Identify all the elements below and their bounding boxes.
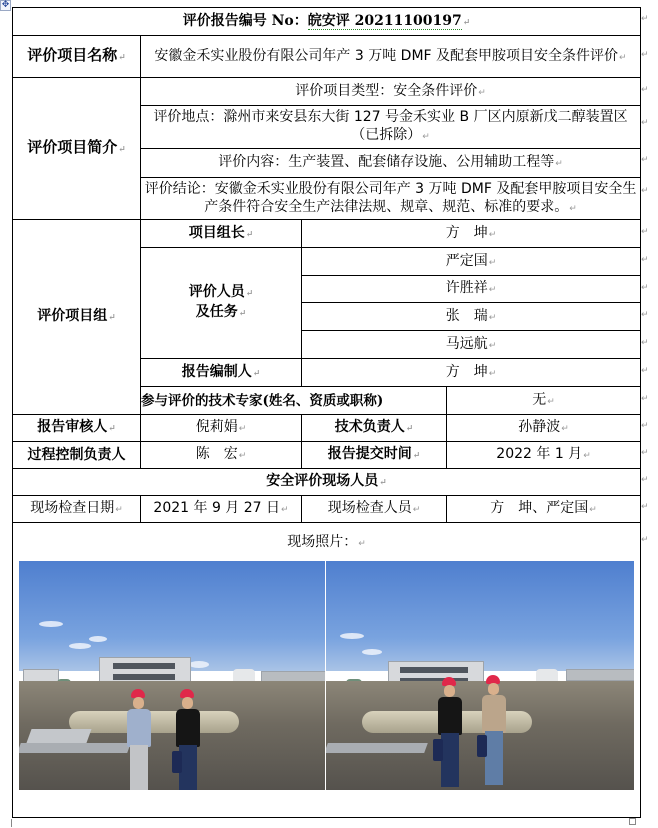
paragraph-mark-icon: ↵ [561, 424, 569, 434]
row-end-mark-icon: ↵ [641, 421, 649, 431]
row-end-mark-icon: ↵ [641, 366, 649, 376]
site-date-value: 2021 年 9 月 27 日 [153, 500, 281, 516]
paragraph-mark-icon: ↵ [488, 257, 497, 268]
site-photos-caption-text: 现场照片： [287, 534, 358, 550]
reviewer-label-cell [13, 415, 141, 442]
site-date-value-cell [141, 496, 302, 523]
report-writer-label-cell [141, 359, 302, 387]
team-label: 评价项目组 [37, 308, 108, 324]
tech-lead-value: 孙静波 [518, 419, 561, 435]
paragraph-mark-icon: ↵ [281, 505, 289, 515]
paragraph-mark-icon: ↵ [478, 87, 486, 98]
tech-lead-label: 技术负责人 [334, 419, 405, 435]
row-end-mark-icon: ↵ [641, 227, 649, 237]
table-resize-handle-icon[interactable] [629, 818, 636, 825]
team-members-label-line2: 及任务 [195, 304, 238, 320]
project-content-text: 评价内容：生产装置、配套储存设施、公用辅助工程等 [218, 154, 555, 170]
paragraph-mark-icon: ↵ [245, 229, 254, 240]
submit-time-value: 2022 年 1 月 [496, 446, 583, 462]
team-label-cell [13, 220, 141, 415]
paragraph-mark-icon: ↵ [488, 285, 497, 295]
paragraph-mark-icon: ↵ [412, 505, 421, 515]
paragraph-mark-icon: ↵ [252, 368, 261, 379]
project-name-value-cell [141, 36, 641, 78]
site-inspectors-value-cell [447, 496, 641, 523]
paragraph-mark-icon: ↵ [555, 159, 563, 169]
site-inspectors-value: 方 坤、严定国 [490, 500, 589, 516]
site-photo-2[interactable] [326, 561, 634, 790]
experts-label-cell [141, 387, 447, 415]
row-end-mark-icon: ↵ [641, 186, 649, 196]
row-end-mark-icon: ↵ [641, 475, 649, 485]
site-section-title: 安全评价现场人员 [266, 473, 379, 489]
paragraph-mark-icon: ↵ [488, 340, 497, 351]
row-end-mark-icon: ↵ [641, 394, 649, 404]
site-photos-caption [13, 533, 640, 553]
paragraph-mark-icon: ↵ [115, 505, 123, 515]
site-inspectors-label-cell [302, 496, 447, 523]
report-number-label: 评价报告编号 No： [182, 12, 308, 29]
project-name-label: 评价项目名称 [27, 46, 118, 64]
row-end-mark-icon: ↵ [641, 50, 649, 60]
paragraph-mark-icon: ↵ [118, 145, 126, 155]
paragraph-mark-icon: ↵ [547, 396, 555, 407]
experts-label: 参与评价的技术专家(姓名、资质或职称) [141, 392, 384, 409]
paragraph-mark-icon: ↵ [589, 505, 597, 515]
tech-lead-label-cell [302, 415, 447, 442]
row-end-mark-icon: ↵ [641, 338, 649, 348]
paragraph-mark-icon: ↵ [108, 313, 116, 323]
paragraph-mark-icon: ↵ [405, 424, 414, 434]
paragraph-mark-icon: ↵ [569, 203, 577, 214]
team-member-name: 严定国 [445, 252, 488, 269]
site-photo-1[interactable] [19, 561, 325, 790]
text-cursor [11, 819, 12, 827]
row-end-mark-icon: ↵ [641, 155, 649, 165]
row-end-mark-icon: ↵ [641, 283, 649, 293]
reviewer-value-cell [141, 415, 302, 442]
project-content-cell [141, 149, 641, 178]
team-leader-label-cell [141, 220, 302, 248]
table-move-handle-icon[interactable]: ✥ [1, 0, 10, 10]
team-member-cell [302, 303, 641, 331]
process-lead-value: 陈 宏 [195, 446, 238, 462]
row-end-mark-icon: ↵ [641, 535, 649, 545]
process-lead-label-cell [13, 442, 141, 469]
project-type-text: 评价项目类型：安全条件评价 [295, 82, 478, 99]
project-conclusion-text: 评价结论：安徽金禾实业股份有限公司年产 3 万吨 DMF 及配套甲胺项目安全生产条件符合安全生产法律法规、规章、规范、标准的要求。 [144, 180, 637, 215]
submit-time-label-cell [302, 442, 447, 469]
team-member-name: 张 瑞 [445, 307, 488, 324]
project-location-text: 评价地点：滁州市来安县东大街 127 号金禾实业 B 厂区内原新戊二醇装置区（已拆除） [153, 109, 628, 143]
row-end-mark-icon: ↵ [641, 502, 649, 512]
process-lead-label: 过程控制负责人 [27, 447, 126, 463]
paragraph-mark-icon: ↵ [238, 424, 247, 434]
experts-value: 无 [532, 391, 547, 408]
paragraph-mark-icon: ↵ [488, 229, 497, 240]
paragraph-mark-icon: ↵ [245, 289, 254, 299]
submit-time-label: 报告提交时间 [327, 446, 412, 462]
team-member-name: 许胜祥 [445, 280, 488, 296]
report-number-cell [13, 8, 641, 36]
site-section-title-cell [13, 469, 641, 496]
reviewer-value: 倪莉娟 [195, 419, 238, 435]
team-leader-value: 方 坤 [445, 224, 488, 241]
row-end-mark-icon: ↵ [641, 255, 649, 265]
site-date-label: 现场检查日期 [30, 500, 115, 516]
team-member-name: 马远航 [445, 335, 488, 352]
paragraph-mark-icon: ↵ [379, 478, 387, 488]
row-end-mark-icon: ↵ [641, 310, 649, 320]
paragraph-mark-icon: ↵ [488, 312, 497, 323]
paragraph-mark-icon: ↵ [358, 539, 366, 549]
team-member-cell [302, 276, 641, 303]
site-inspectors-label: 现场检查人员 [327, 500, 412, 516]
team-member-cell [302, 331, 641, 359]
paragraph-mark-icon: ↵ [118, 53, 126, 63]
site-photos-cell [13, 523, 641, 818]
paragraph-mark-icon: ↵ [238, 451, 247, 461]
team-member-cell [302, 248, 641, 276]
paragraph-mark-icon: ↵ [422, 132, 430, 142]
project-location-cell [141, 106, 641, 149]
project-type-cell [141, 78, 641, 106]
row-end-mark-icon: ↵ [641, 118, 649, 128]
paragraph-mark-icon: ↵ [583, 451, 591, 461]
submit-time-value-cell [447, 442, 641, 469]
paragraph-mark-icon: ↵ [412, 451, 421, 461]
report-writer-label: 报告编制人 [181, 363, 252, 380]
project-intro-label: 评价项目简介 [27, 138, 118, 156]
experts-value-cell [447, 387, 641, 415]
project-intro-label-cell [13, 78, 141, 220]
paragraph-mark-icon: ↵ [238, 309, 247, 319]
project-name-value: 安徽金禾实业股份有限公司年产 3 万吨 DMF 及配套甲胺项目安全条件评价 [154, 47, 619, 64]
report-writer-cell [302, 359, 641, 387]
project-name-label-cell [13, 36, 141, 78]
process-lead-value-cell [141, 442, 302, 469]
paragraph-mark-icon: ↵ [488, 368, 497, 379]
evaluation-report-table [12, 7, 641, 818]
paragraph-mark-icon: ↵ [462, 17, 471, 28]
paragraph-mark-icon: ↵ [619, 52, 627, 63]
paragraph-mark-icon: ↵ [108, 424, 116, 434]
team-members-label-cell [141, 248, 302, 359]
site-photos [13, 561, 640, 813]
reviewer-label: 报告审核人 [37, 419, 108, 435]
row-end-mark-icon: ↵ [641, 14, 649, 24]
tech-lead-value-cell [447, 415, 641, 442]
team-leader-label: 项目组长 [188, 224, 245, 241]
project-conclusion-cell [141, 178, 641, 220]
team-members-label-line1: 评价人员 [188, 284, 245, 300]
site-date-label-cell [13, 496, 141, 523]
row-end-mark-icon: ↵ [641, 448, 649, 458]
row-end-mark-icon: ↵ [641, 85, 649, 95]
report-number-value: 皖安评 20211100197 [307, 12, 462, 29]
team-leader-cell [302, 220, 641, 248]
report-writer-value: 方 坤 [445, 363, 488, 380]
